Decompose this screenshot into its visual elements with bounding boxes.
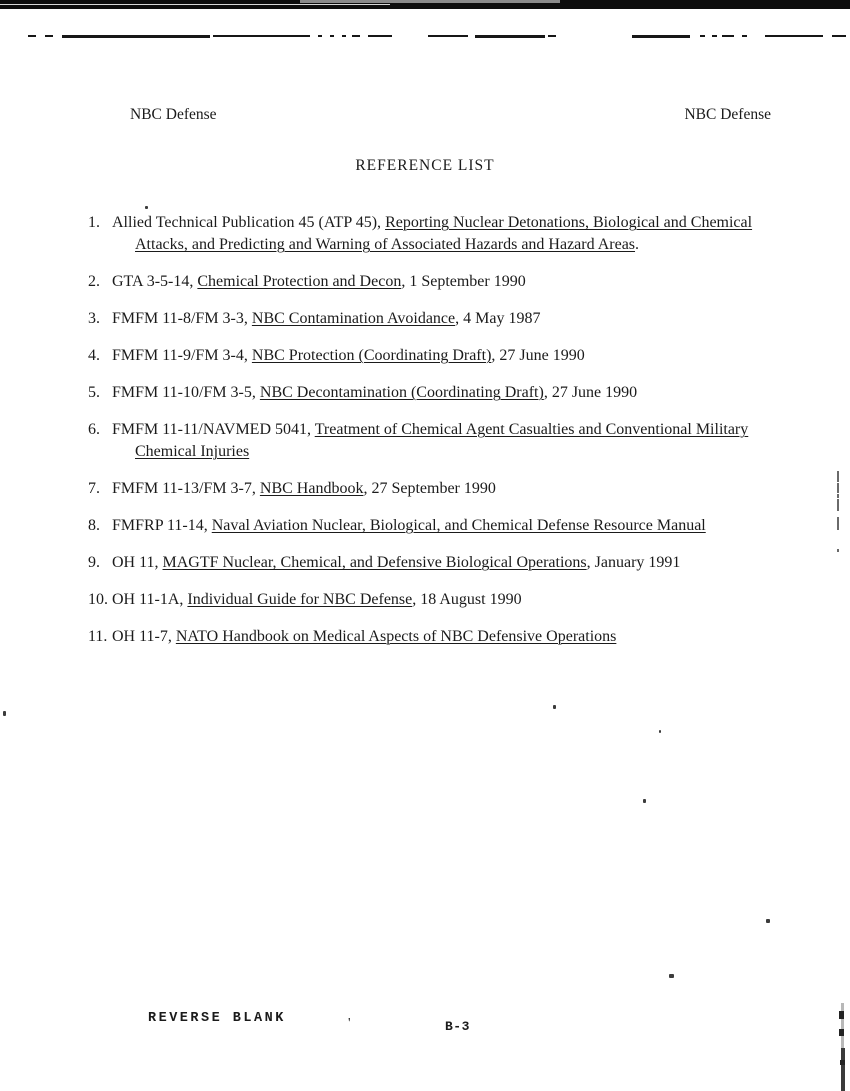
reference-number: 6. xyxy=(88,421,100,438)
reference-text: FMFM 11-9/FM 3-4, xyxy=(112,347,252,364)
scan-rule-dash xyxy=(352,35,360,37)
reference-line xyxy=(88,626,818,648)
scan-rule-dash xyxy=(475,35,545,38)
scan-rule-dash xyxy=(330,35,334,37)
scan-rule-dash xyxy=(62,35,210,38)
reference-title-underlined: NBC Handbook xyxy=(259,480,364,497)
reference-item xyxy=(88,552,818,574)
scan-rule-dash xyxy=(342,35,346,37)
reference-text: FMFRP 11-14, xyxy=(112,517,212,534)
reference-title-underlined: Individual Guide for NBC Defense xyxy=(187,591,413,608)
reference-text: . xyxy=(635,236,640,253)
reference-text: , 27 June 1990 xyxy=(491,347,585,364)
reference-line xyxy=(88,515,818,537)
reference-text: OH 11-7, xyxy=(112,628,176,645)
page-number: B-3 xyxy=(445,1019,470,1034)
scan-margin-dash xyxy=(837,483,839,493)
header-left: NBC Defense xyxy=(130,106,217,123)
reference-item xyxy=(88,382,818,404)
scan-blob xyxy=(839,1029,844,1036)
scan-rule-dash xyxy=(213,35,310,37)
reference-title-underlined: Reporting Nuclear Detonations, Biological and Chemical xyxy=(385,214,753,231)
header-right: NBC Defense xyxy=(684,106,771,123)
scan-noise-dot xyxy=(669,974,674,978)
reference-item xyxy=(88,212,818,256)
reference-line xyxy=(88,552,818,574)
reference-line xyxy=(88,345,818,367)
scan-rule-dash xyxy=(428,35,468,37)
scan-noise-dot xyxy=(659,730,661,733)
scan-noise-dot xyxy=(766,919,770,923)
reference-title-underlined: NATO Handbook on Medical Aspects of NBC Defensive Operations xyxy=(175,628,617,645)
reference-line xyxy=(88,308,818,330)
reference-text: FMFM 11-13/FM 3-7, xyxy=(112,480,260,497)
reference-number: 2. xyxy=(88,273,100,290)
reference-text: FMFM 11-10/FM 3-5, xyxy=(112,384,260,401)
reference-title-underlined: Chemical Injuries xyxy=(135,443,250,460)
page-header xyxy=(130,106,771,124)
reference-number: 9. xyxy=(88,554,100,571)
reference-title-underlined: Chemical Protection and Decon xyxy=(197,273,402,290)
reference-number: 3. xyxy=(88,310,100,327)
scan-rule-dash xyxy=(765,35,823,37)
reference-line xyxy=(88,382,818,404)
scan-margin-dash xyxy=(837,549,839,552)
scan-rule-dash xyxy=(700,35,705,37)
reverse-blank-label: REVERSE BLANK xyxy=(148,1011,286,1026)
reference-title-underlined: Attacks, and Predicting and Warning of Associated Hazards and Hazard Areas xyxy=(135,236,636,253)
reference-number: 10. xyxy=(88,591,108,608)
page-title: REFERENCE LIST xyxy=(355,157,495,174)
scan-rule-dash xyxy=(632,35,690,38)
reference-title-underlined: Naval Aviation Nuclear, Biological, and Chemical Defense Resource Manual xyxy=(211,517,706,534)
scan-rule-dash xyxy=(712,35,717,37)
reference-list xyxy=(88,212,818,663)
reference-line xyxy=(88,478,818,500)
reference-number: 5. xyxy=(88,384,100,401)
reference-line xyxy=(88,419,818,441)
reference-item xyxy=(88,345,818,367)
reference-item xyxy=(88,308,818,330)
reference-title-underlined: Treatment of Chemical Agent Casualties and Conventional Military xyxy=(314,421,749,438)
reference-item xyxy=(88,589,818,611)
scan-rule-dash xyxy=(28,35,36,37)
reference-line xyxy=(88,271,818,293)
reference-number: 4. xyxy=(88,347,100,364)
reference-text: Allied Technical Publication 45 (ATP 45), xyxy=(112,214,386,231)
reference-text: , 1 September 1990 xyxy=(401,273,526,290)
scan-edge-line xyxy=(841,1003,844,1048)
scan-rule-dash xyxy=(832,35,846,37)
reference-title-underlined: NBC Decontamination (Coordinating Draft) xyxy=(259,384,544,401)
reference-text: , 4 May 1987 xyxy=(455,310,541,327)
reference-text: GTA 3-5-14, xyxy=(112,273,198,290)
reference-text: , January 1991 xyxy=(586,554,681,571)
scan-margin-dash xyxy=(837,499,839,511)
scan-blob xyxy=(839,1011,844,1019)
reference-item xyxy=(88,419,818,463)
reference-text: OH 11, xyxy=(112,554,163,571)
scan-edge-line xyxy=(841,1048,845,1091)
reference-line xyxy=(88,234,818,256)
reference-title-underlined: NBC Protection (Coordinating Draft) xyxy=(251,347,492,364)
reference-text: FMFM 11-8/FM 3-3, xyxy=(112,310,252,327)
scan-rule-dash xyxy=(368,35,392,37)
scan-blob xyxy=(840,1060,845,1065)
reference-line xyxy=(88,441,818,463)
scan-horizontal-rule xyxy=(0,33,850,39)
reference-line xyxy=(88,212,818,234)
reference-item xyxy=(88,626,818,648)
reference-text: , 27 September 1990 xyxy=(363,480,496,497)
scan-margin-dash xyxy=(837,471,839,482)
reference-number: 8. xyxy=(88,517,100,534)
reference-item xyxy=(88,515,818,537)
reference-number: 11. xyxy=(88,628,108,645)
reference-title-underlined: NBC Contamination Avoidance xyxy=(251,310,456,327)
scan-top-edge xyxy=(0,0,850,9)
scan-noise-dot xyxy=(643,799,646,803)
scan-rule-dash xyxy=(722,35,734,37)
scan-margin-dash xyxy=(837,517,839,530)
reference-item xyxy=(88,478,818,500)
scan-rule-dash xyxy=(742,35,747,37)
reference-text: , 18 August 1990 xyxy=(412,591,522,608)
scan-rule-dash xyxy=(45,35,53,37)
reference-text: FMFM 11-11/NAVMED 5041, xyxy=(112,421,315,438)
reference-line xyxy=(88,589,818,611)
reference-title-underlined: MAGTF Nuclear, Chemical, and Defensive Biological Operations xyxy=(162,554,587,571)
scan-mark-apostrophe: ' xyxy=(348,1016,351,1031)
scan-rule-dash xyxy=(318,35,322,37)
scan-rule-dash xyxy=(548,35,556,37)
reference-number: 1. xyxy=(88,214,100,231)
reference-text: OH 11-1A, xyxy=(112,591,188,608)
reference-number: 7. xyxy=(88,480,100,497)
reference-item xyxy=(88,271,818,293)
scan-margin-dash xyxy=(837,494,839,498)
scan-noise-dot xyxy=(145,206,148,209)
reference-text: , 27 June 1990 xyxy=(543,384,638,401)
scan-noise-dot xyxy=(553,705,556,709)
scan-noise-dot xyxy=(3,711,6,716)
